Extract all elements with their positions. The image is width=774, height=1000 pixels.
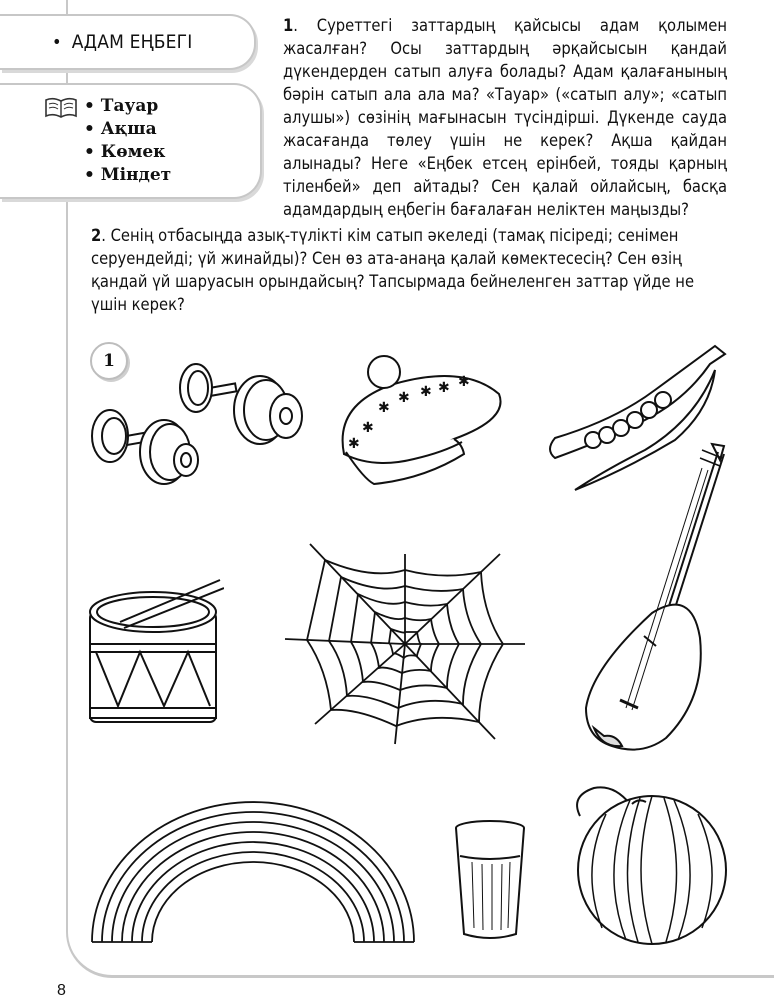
keywords-box (0, 83, 262, 199)
spider-web-icon (280, 542, 530, 747)
svg-text:✱: ✱ (458, 374, 470, 390)
svg-text:✱: ✱ (378, 400, 390, 416)
task-1-number: 1 (283, 16, 294, 35)
dumbbells-icon (86, 356, 311, 486)
task-1-text (283, 14, 727, 221)
svg-text:✱: ✱ (420, 384, 432, 400)
task-2-text (91, 224, 727, 316)
task-2-body: . Сенің отбасыңда азық-түлікті кім сатып әкеледі (тамақ пісіреді; сенімен серуендейді; үй жинайды)? Сен өз ата-анаңа қалай көмектесесің? Сен өзің қандай үй шаруасын орындайсың? Тапсырмада бейнеленген заттар үйде не үшін керек? (91, 226, 695, 314)
glass-icon (450, 818, 530, 943)
task-1-body: . Суреттегі заттардың қайсысы адам қолымен жасалған? Осы заттардың әрқайсысын қандай дүкендерден сатып алуға болады? Адам қалағанының бәрін сатып ала ала ма? «Тауар» («сатып алу»; «сатып алушы») сөзінің мағынасын түсіндірші. Дүкенде сауда жасағанда төлеу үшін не керек? Ақша қайдан алынады? Неге «Еңбек етсең ерінбей, тояды қарның тіленбей» деп айтады? Сен қалай ойлайсың, басқа адамдардың еңбегін бағалаған неліктен маңызды? (283, 16, 727, 219)
svg-text:✱: ✱ (438, 380, 450, 396)
exercise-number-badge: 1 (90, 342, 128, 380)
keyword-item: • Көмек (84, 141, 171, 164)
topic-title: АДАМ ЕҢБЕГІ (71, 31, 193, 53)
watermelon-icon (570, 782, 730, 947)
rainbow-icon (88, 794, 418, 944)
svg-text:✱: ✱ (348, 436, 360, 452)
task-2-number: 2 (91, 226, 102, 245)
beret-icon (334, 344, 509, 489)
topic-bullet: • (52, 31, 62, 53)
dombra-icon (582, 438, 732, 753)
svg-text:✱: ✱ (398, 390, 410, 406)
keywords-list (84, 95, 171, 187)
keyword-item: • Тауар (84, 95, 171, 118)
keyword-item: • Міндет (84, 164, 171, 187)
open-book-icon (44, 97, 78, 123)
keyword-item: • Ақша (84, 118, 171, 141)
page-number: 8 (57, 982, 66, 999)
topic-box (0, 14, 256, 70)
drum-icon (84, 574, 224, 734)
svg-text:✱: ✱ (362, 420, 374, 436)
